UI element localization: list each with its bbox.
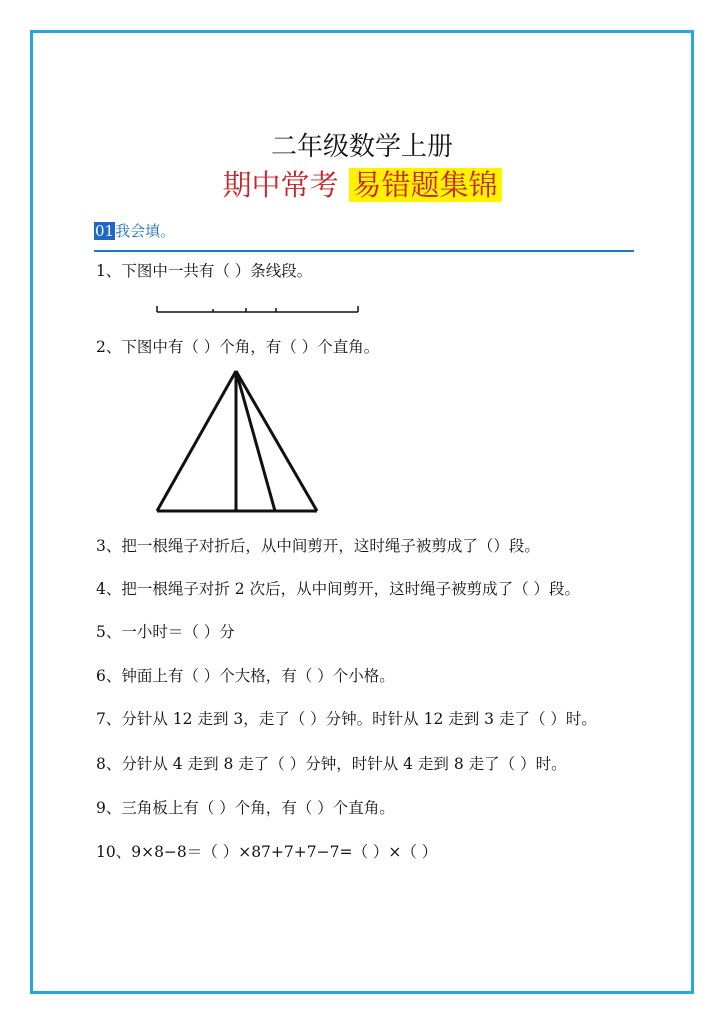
question-10: 10、9×8−8＝（ ）×87+7+7−7=（ ）×（ ） [96, 843, 438, 861]
line-segment-figure [150, 300, 370, 320]
section-label: 我会填。 [115, 222, 176, 240]
question-2: 2、下图中有（ ）个角，有（ ）个直角。 [96, 338, 380, 356]
subtitle-main: 期中常考 [222, 168, 339, 202]
question-3: 3、把一根绳子对折后，从中间剪开，这时绳子被剪成了（）段。 [96, 537, 540, 555]
page-title: 二年级数学上册 [270, 132, 453, 162]
question-8: 8、分针从 4 走到 8 走了（ ）分钟，时针从 4 走到 8 走了（ ）时。 [96, 755, 567, 773]
triangle-angle-figure [150, 365, 330, 515]
subtitle-highlight: 易错题集锦 [349, 168, 502, 202]
question-4: 4、把一根绳子对折 2 次后，从中间剪开，这时绳子被剪成了（ ）段。 [96, 580, 581, 598]
section-number: 01 [95, 222, 115, 240]
page-subtitle [0, 166, 724, 204]
question-9: 9、三角板上有（ ）个角，有（ ）个直角。 [96, 799, 395, 817]
question-7: 7、分针从 12 走到 3，走了（ ）分钟。时针从 12 走到 3 走了（ ）时。 [96, 710, 597, 728]
question-1: 1、下图中一共有（ ）条线段。 [96, 262, 313, 280]
question-5: 5、一小时＝（ ）分 [96, 623, 235, 641]
question-6: 6、钟面上有（ ）个大格，有（ ）个小格。 [96, 667, 395, 685]
section-heading [94, 220, 634, 252]
